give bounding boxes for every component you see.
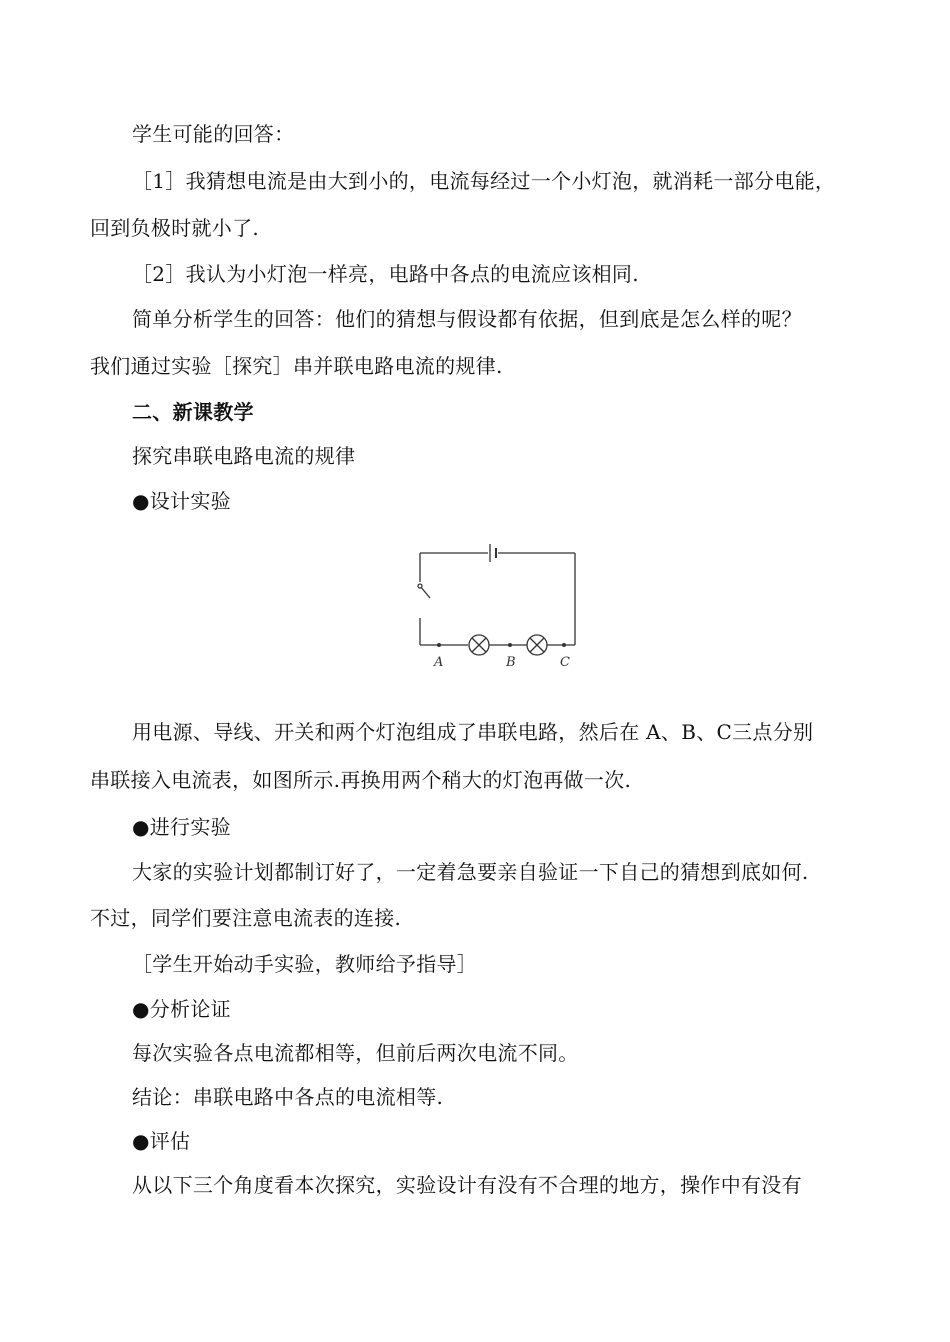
- paragraph: 简单分析学生的回答：他们的猜想与假设都有依据，但到底是怎么样的呢？: [132, 307, 802, 331]
- paragraph: 回到负极时就小了.: [90, 216, 260, 240]
- paragraph: ［1］我猜想电流是由大到小的，电流每经过一个小灯泡，就消耗一部分电能，: [132, 169, 836, 193]
- subsection-title: 探究串联电路电流的规律: [132, 444, 356, 468]
- point-label-a: A: [434, 655, 444, 670]
- paragraph: 串联接入电流表，如图所示.再换用两个稍大的灯泡再做一次.: [90, 768, 632, 792]
- paragraph: 不过，同学们要注意电流表的连接.: [90, 906, 402, 930]
- step-heading: ●分析论证: [132, 997, 231, 1021]
- paragraph: 我们通过实验［探究］串并联电路电流的规律.: [90, 354, 503, 378]
- series-circuit-diagram: [404, 538, 586, 676]
- paragraph: ［2］我认为小灯泡一样亮，电路中各点的电流应该相同.: [132, 262, 639, 286]
- paragraph: ［学生开始动手实验，教师给予指导］: [132, 952, 478, 976]
- step-heading: ●评估: [132, 1129, 191, 1153]
- section-heading: 二、新课教学: [132, 400, 254, 424]
- paragraph: 学生可能的回答：: [132, 122, 295, 146]
- step-heading: ●进行实验: [132, 815, 231, 839]
- paragraph: 从以下三个角度看本次探究，实验设计有没有不合理的地方，操作中有没有: [132, 1173, 802, 1197]
- paragraph: 结论：串联电路中各点的电流相等.: [132, 1085, 444, 1109]
- paragraph: 大家的实验计划都制订好了，一定着急要亲自验证一下自己的猜想到底如何.: [132, 860, 809, 884]
- paragraph: 用电源、导线、开关和两个灯泡组成了串联电路，然后在 A、B、C三点分别: [132, 720, 814, 744]
- paragraph: 每次实验各点电流都相等，但前后两次电流不同。: [132, 1041, 579, 1065]
- point-label-c: C: [560, 655, 570, 670]
- point-label-b: B: [506, 655, 516, 670]
- step-heading: ●设计实验: [132, 489, 231, 513]
